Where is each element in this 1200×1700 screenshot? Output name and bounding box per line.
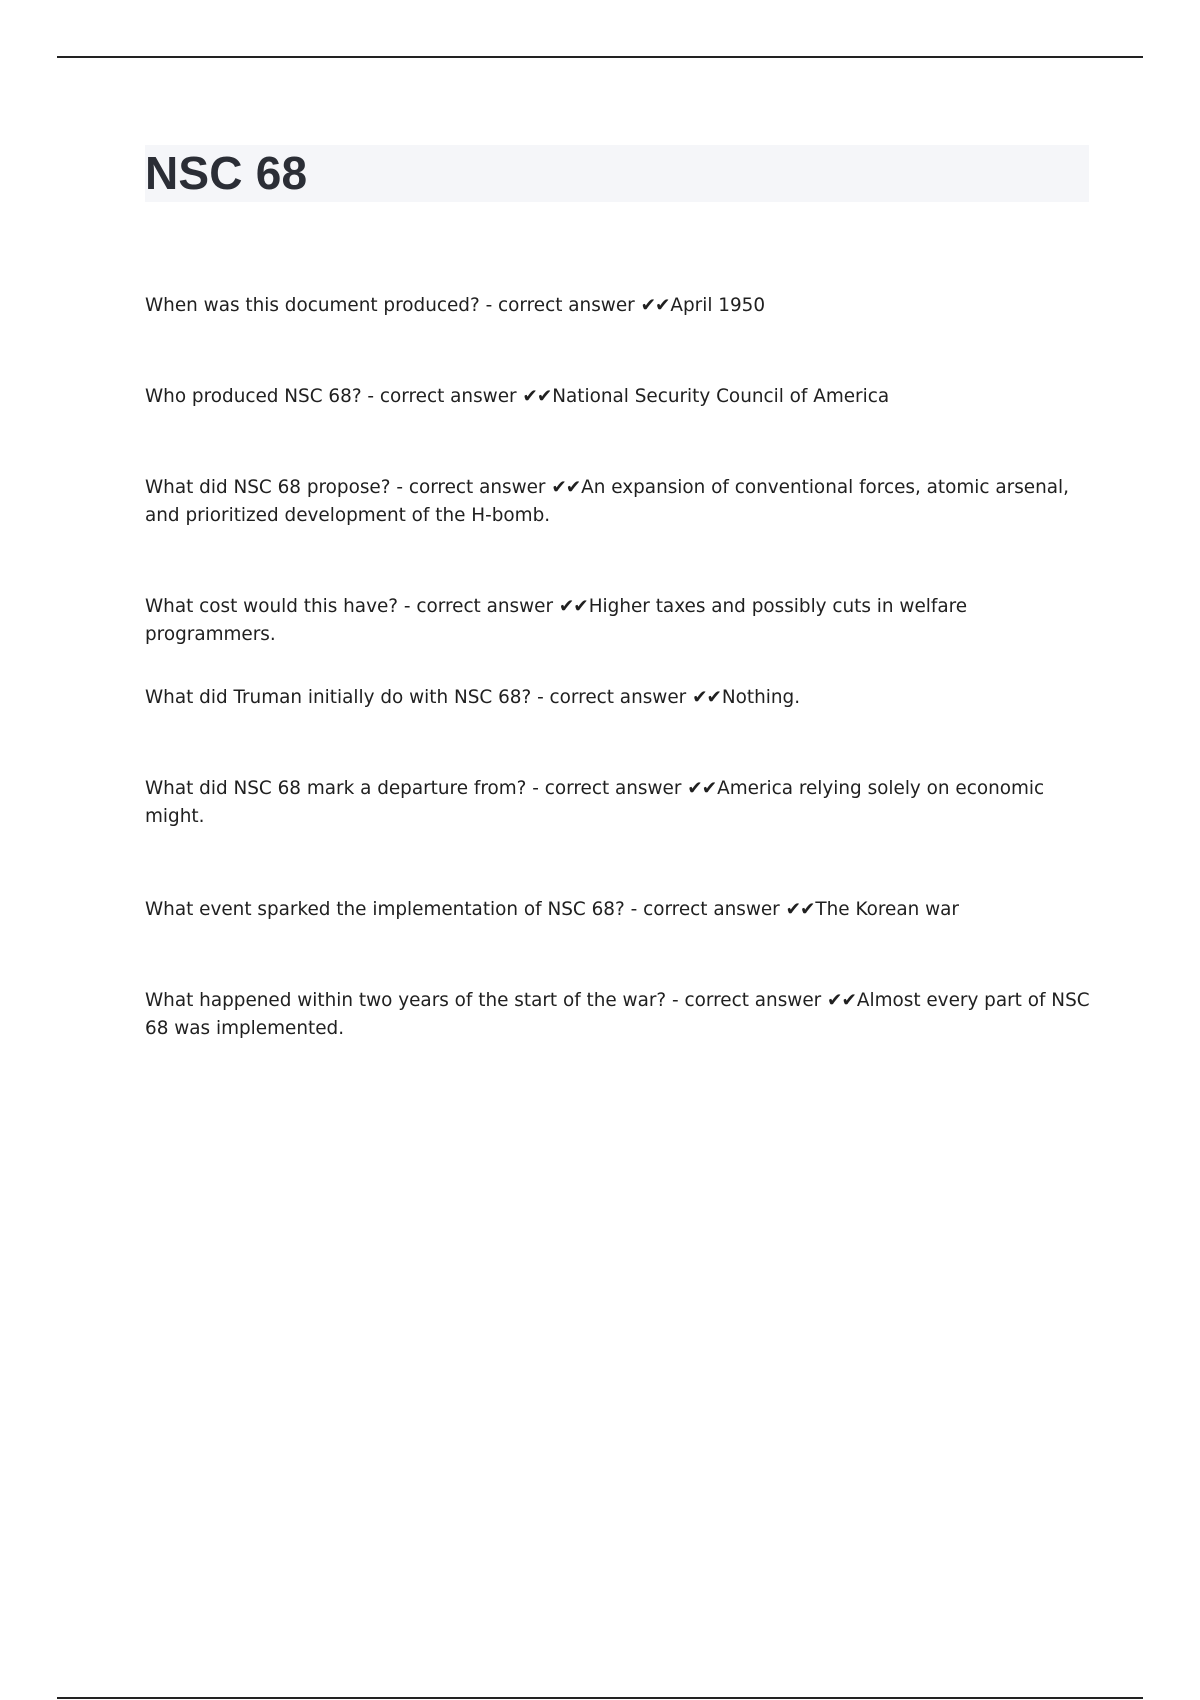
answer-label: - correct answer (531, 687, 693, 708)
check-mark-icon: ✔✔ (692, 687, 721, 708)
answer-text: Nothing. (721, 687, 801, 708)
question-text: What cost would this have? (145, 596, 399, 617)
answer-label: - correct answer (526, 778, 688, 799)
check-mark-icon: ✔✔ (640, 295, 670, 316)
question-text: What happened within two years of the start of the war? (145, 990, 667, 1011)
question-text: What event sparked the implementation of NSC 68? (145, 899, 625, 920)
answer-label: - correct answer (398, 596, 559, 617)
answer-text: National Security Council of America (552, 386, 890, 407)
qa-item (145, 896, 1090, 924)
qa-item (145, 593, 1090, 649)
qa-item (145, 684, 1090, 712)
qa-item (145, 987, 1090, 1043)
check-mark-icon: ✔✔ (558, 596, 588, 617)
answer-label: - correct answer (361, 386, 523, 407)
page-title: NSC 68 (145, 147, 308, 199)
bottom-rule (57, 1697, 1143, 1699)
qa-item (145, 474, 1090, 530)
answer-text: The Korean war (815, 899, 959, 920)
check-mark-icon: ✔✔ (551, 477, 581, 498)
question-text: When was this document produced? (145, 295, 480, 316)
top-rule (57, 56, 1143, 58)
qa-item (145, 383, 1090, 411)
answer-label: - correct answer (479, 295, 641, 316)
check-mark-icon: ✔✔ (522, 386, 552, 407)
check-mark-icon: ✔✔ (827, 990, 856, 1011)
question-text: What did Truman initially do with NSC 68? (145, 687, 532, 708)
question-text: Who produced NSC 68? (145, 386, 362, 407)
answer-label: - correct answer (390, 477, 552, 498)
answer-text: Higher taxes and possibly cuts in welfare programmers. (145, 596, 968, 645)
answer-label: - correct answer (666, 990, 828, 1011)
answer-text: Almost every part of NSC 68 was implemented. (145, 990, 1090, 1039)
question-text: What did NSC 68 propose? (145, 477, 391, 498)
check-mark-icon: ✔✔ (687, 778, 717, 799)
question-text: What did NSC 68 mark a departure from? (145, 778, 527, 799)
qa-item (145, 775, 1090, 831)
answer-text: An expansion of conventional forces, atomic arsenal, and prioritized development of the H-bomb. (145, 477, 1069, 526)
answer-text: April 1950 (670, 295, 766, 316)
answer-label: - correct answer (624, 899, 786, 920)
answer-text: America relying solely on economic might. (145, 778, 1045, 827)
check-mark-icon: ✔✔ (785, 899, 815, 920)
qa-item (145, 292, 1090, 320)
title-band (145, 145, 1089, 202)
